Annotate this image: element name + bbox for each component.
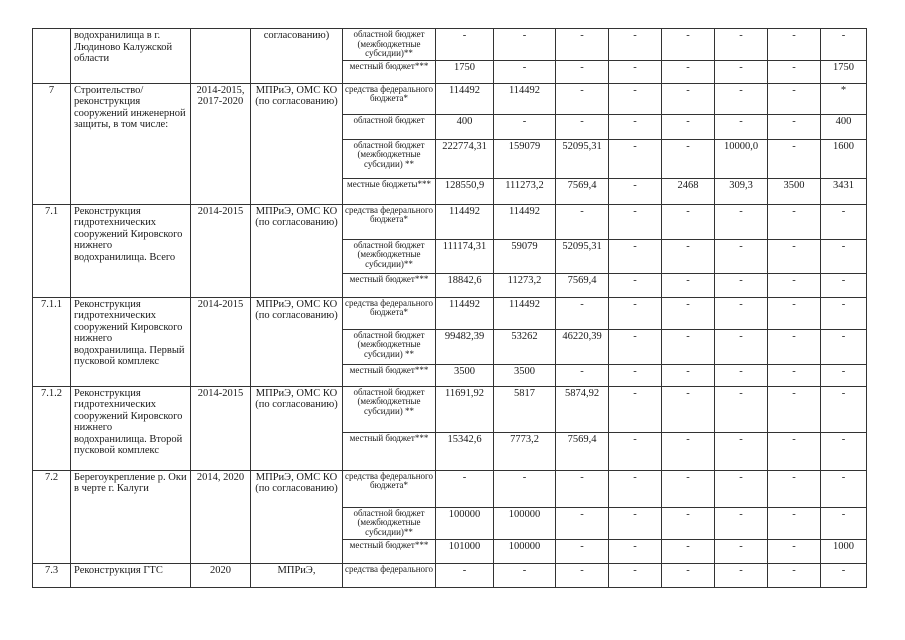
amount-cell: 100000 [494,507,556,539]
amount-cell: - [662,470,715,507]
amount-cell: 7569,4 [556,178,609,204]
amount-cell: - [662,329,715,364]
period-cell: 2020 [191,563,251,587]
amount-cell: 7773,2 [494,432,556,470]
amount-cell: - [768,364,821,386]
executor-cell: согласованию) [251,29,343,84]
amount-cell: - [556,507,609,539]
amount-cell: 3500 [436,364,494,386]
amount-cell: - [609,139,662,178]
amount-cell: - [494,470,556,507]
amount-cell: - [715,83,768,114]
amount-cell: - [662,364,715,386]
amount-cell: 59079 [494,239,556,273]
amount-cell: - [609,432,662,470]
amount-cell: - [768,239,821,273]
table-row [33,563,867,587]
amount-cell: 1600 [821,139,867,178]
amount-cell: - [436,29,494,61]
amount-cell: - [715,364,768,386]
amount-cell: - [768,507,821,539]
amount-cell: 1000 [821,539,867,563]
amount-cell: - [662,83,715,114]
amount-cell: 100000 [494,539,556,563]
amount-cell: * [821,83,867,114]
amount-cell: - [609,114,662,139]
amount-cell: - [609,60,662,83]
amount-cell: - [821,563,867,587]
amount-cell: - [715,29,768,61]
amount-cell: - [715,507,768,539]
amount-cell: - [768,297,821,329]
amount-cell: 15342,6 [436,432,494,470]
funding-source-cell: областной бюджет (межбюджетные субсидии) ** [343,139,436,178]
funding-source-cell: местные бюджеты*** [343,178,436,204]
funding-source-cell: средства федерального бюджета* [343,83,436,114]
amount-cell: - [609,386,662,432]
amount-cell: - [609,273,662,297]
amount-cell: - [609,83,662,114]
table-row [33,83,867,114]
amount-cell: - [436,470,494,507]
amount-cell: - [768,29,821,61]
table-row [33,297,867,329]
amount-cell: - [715,114,768,139]
table-row [33,386,867,432]
amount-cell: 2468 [662,178,715,204]
amount-cell: 309,3 [715,178,768,204]
amount-cell: 99482,39 [436,329,494,364]
amount-cell: 5874,92 [556,386,609,432]
amount-cell: 114492 [436,204,494,239]
amount-cell: - [609,470,662,507]
amount-cell: - [609,329,662,364]
amount-cell: - [821,239,867,273]
amount-cell: - [715,204,768,239]
amount-cell: - [821,273,867,297]
amount-cell: - [662,204,715,239]
amount-cell: - [821,386,867,432]
amount-cell: - [662,563,715,587]
amount-cell: - [768,563,821,587]
amount-cell: - [768,83,821,114]
amount-cell: 46220,39 [556,329,609,364]
amount-cell: - [556,364,609,386]
amount-cell: - [556,204,609,239]
amount-cell: - [821,329,867,364]
amount-cell: - [556,539,609,563]
amount-cell: - [662,539,715,563]
amount-cell: 53262 [494,329,556,364]
amount-cell: 222774,31 [436,139,494,178]
funding-source-cell: областной бюджет [343,114,436,139]
amount-cell: - [556,83,609,114]
object-name-cell: Реконструкция гидротехнических сооружений Кировского нижнего водохранилища. Первый пусковой комплекс [71,297,191,386]
amount-cell: - [609,507,662,539]
executor-cell: МПРиЭ, [251,563,343,587]
row-number-cell: 7.2 [33,470,71,563]
table-row [33,204,867,239]
object-name-cell: Строительство/ реконструкция сооружений инженерной защиты, в том числе: [71,83,191,204]
amount-cell: 1750 [436,60,494,83]
amount-cell: - [768,329,821,364]
period-cell: 2014-2015 [191,386,251,470]
amount-cell: 114492 [436,297,494,329]
amount-cell: - [494,60,556,83]
amount-cell: - [715,239,768,273]
amount-cell: - [662,29,715,61]
amount-cell: - [768,470,821,507]
amount-cell: - [715,539,768,563]
amount-cell: - [436,563,494,587]
amount-cell: - [662,239,715,273]
amount-cell: - [556,470,609,507]
amount-cell: - [715,60,768,83]
amount-cell: 114492 [494,83,556,114]
amount-cell: - [609,239,662,273]
executor-cell: МПРиЭ, ОМС КО (по согласованию) [251,83,343,204]
object-name-cell: Реконструкция гидротехнических сооружений Кировского нижнего водохранилища. Второй пусковой комплекс [71,386,191,470]
amount-cell: - [556,60,609,83]
amount-cell: - [821,297,867,329]
funding-source-cell: областной бюджет (межбюджетные субсидии)** [343,29,436,61]
amount-cell: - [609,204,662,239]
amount-cell: - [662,297,715,329]
row-number-cell: 7.1 [33,204,71,297]
amount-cell: - [662,507,715,539]
period-cell: 2014-2015 [191,204,251,297]
amount-cell: 128550,9 [436,178,494,204]
funding-source-cell: средства федерального [343,563,436,587]
funding-source-cell: средства федерального бюджета* [343,204,436,239]
amount-cell: - [609,364,662,386]
period-cell: 2014-2015, 2017-2020 [191,83,251,204]
amount-cell: - [662,60,715,83]
amount-cell: - [768,273,821,297]
amount-cell: 18842,6 [436,273,494,297]
funding-source-cell: местный бюджет*** [343,60,436,83]
object-name-cell: Берегоукрепление р. Оки в черте г. Калуги [71,470,191,563]
amount-cell: - [494,563,556,587]
amount-cell: 3500 [494,364,556,386]
budget-table-container [32,28,867,588]
amount-cell: 11691,92 [436,386,494,432]
amount-cell: 400 [436,114,494,139]
amount-cell: - [494,114,556,139]
funding-source-cell: областной бюджет (межбюджетные субсидии)** [343,507,436,539]
funding-source-cell: областной бюджет (межбюджетные субсидии) ** [343,386,436,432]
funding-source-cell: местный бюджет*** [343,539,436,563]
object-name-cell: водохранилища в г. Людиново Калужской области [71,29,191,84]
amount-cell: 52095,31 [556,239,609,273]
amount-cell: 111174,31 [436,239,494,273]
amount-cell: - [662,273,715,297]
amount-cell: - [768,60,821,83]
amount-cell: - [715,297,768,329]
amount-cell: - [768,539,821,563]
amount-cell: 400 [821,114,867,139]
row-number-cell: 7.1.2 [33,386,71,470]
amount-cell: - [609,539,662,563]
amount-cell: - [821,507,867,539]
funding-source-cell: областной бюджет (межбюджетные субсидии)** [343,239,436,273]
funding-source-cell: областной бюджет (межбюджетные субсидии) ** [343,329,436,364]
amount-cell: - [821,470,867,507]
amount-cell: 100000 [436,507,494,539]
amount-cell: - [556,114,609,139]
amount-cell: - [768,114,821,139]
amount-cell: 3500 [768,178,821,204]
amount-cell: - [556,297,609,329]
table-row [33,470,867,507]
funding-source-cell: местный бюджет*** [343,364,436,386]
amount-cell: - [821,204,867,239]
amount-cell: 52095,31 [556,139,609,178]
amount-cell: - [662,139,715,178]
object-name-cell: Реконструкция ГТС [71,563,191,587]
amount-cell: 7569,4 [556,273,609,297]
object-name-cell: Реконструкция гидротехнических сооружений Кировского нижнего водохранилища. Всего [71,204,191,297]
executor-cell: МПРиЭ, ОМС КО (по согласованию) [251,470,343,563]
executor-cell: МПРиЭ, ОМС КО (по согласованию) [251,204,343,297]
row-number-cell [33,29,71,84]
amount-cell: - [821,29,867,61]
amount-cell: - [768,204,821,239]
amount-cell: - [662,432,715,470]
amount-cell: - [609,563,662,587]
executor-cell: МПРиЭ, ОМС КО (по согласованию) [251,386,343,470]
period-cell: 2014-2015 [191,297,251,386]
amount-cell: - [768,386,821,432]
table-row [33,29,867,61]
amount-cell: - [715,386,768,432]
amount-cell: - [556,29,609,61]
amount-cell: - [556,563,609,587]
amount-cell: 114492 [494,204,556,239]
amount-cell: - [494,29,556,61]
funding-source-cell: местный бюджет*** [343,432,436,470]
amount-cell: - [609,29,662,61]
amount-cell: 1750 [821,60,867,83]
period-cell: 2014, 2020 [191,470,251,563]
table-body [33,29,867,588]
amount-cell: - [768,432,821,470]
funding-source-cell: местный бюджет*** [343,273,436,297]
amount-cell: 7569,4 [556,432,609,470]
row-number-cell: 7.1.1 [33,297,71,386]
amount-cell: - [821,364,867,386]
amount-cell: - [715,470,768,507]
amount-cell: 101000 [436,539,494,563]
amount-cell: 111273,2 [494,178,556,204]
amount-cell: 10000,0 [715,139,768,178]
amount-cell: - [609,297,662,329]
amount-cell: - [715,563,768,587]
amount-cell: - [662,114,715,139]
amount-cell: - [662,386,715,432]
budget-table [32,28,867,588]
period-cell [191,29,251,84]
amount-cell: - [609,178,662,204]
amount-cell: 5817 [494,386,556,432]
amount-cell: 11273,2 [494,273,556,297]
executor-cell: МПРиЭ, ОМС КО (по согласованию) [251,297,343,386]
amount-cell: - [715,329,768,364]
amount-cell: - [768,139,821,178]
funding-source-cell: средства федерального бюджета* [343,470,436,507]
amount-cell: 3431 [821,178,867,204]
funding-source-cell: средства федерального бюджета* [343,297,436,329]
row-number-cell: 7 [33,83,71,204]
amount-cell: 114492 [494,297,556,329]
row-number-cell: 7.3 [33,563,71,587]
amount-cell: 159079 [494,139,556,178]
amount-cell: 114492 [436,83,494,114]
amount-cell: - [715,432,768,470]
amount-cell: - [821,432,867,470]
amount-cell: - [715,273,768,297]
